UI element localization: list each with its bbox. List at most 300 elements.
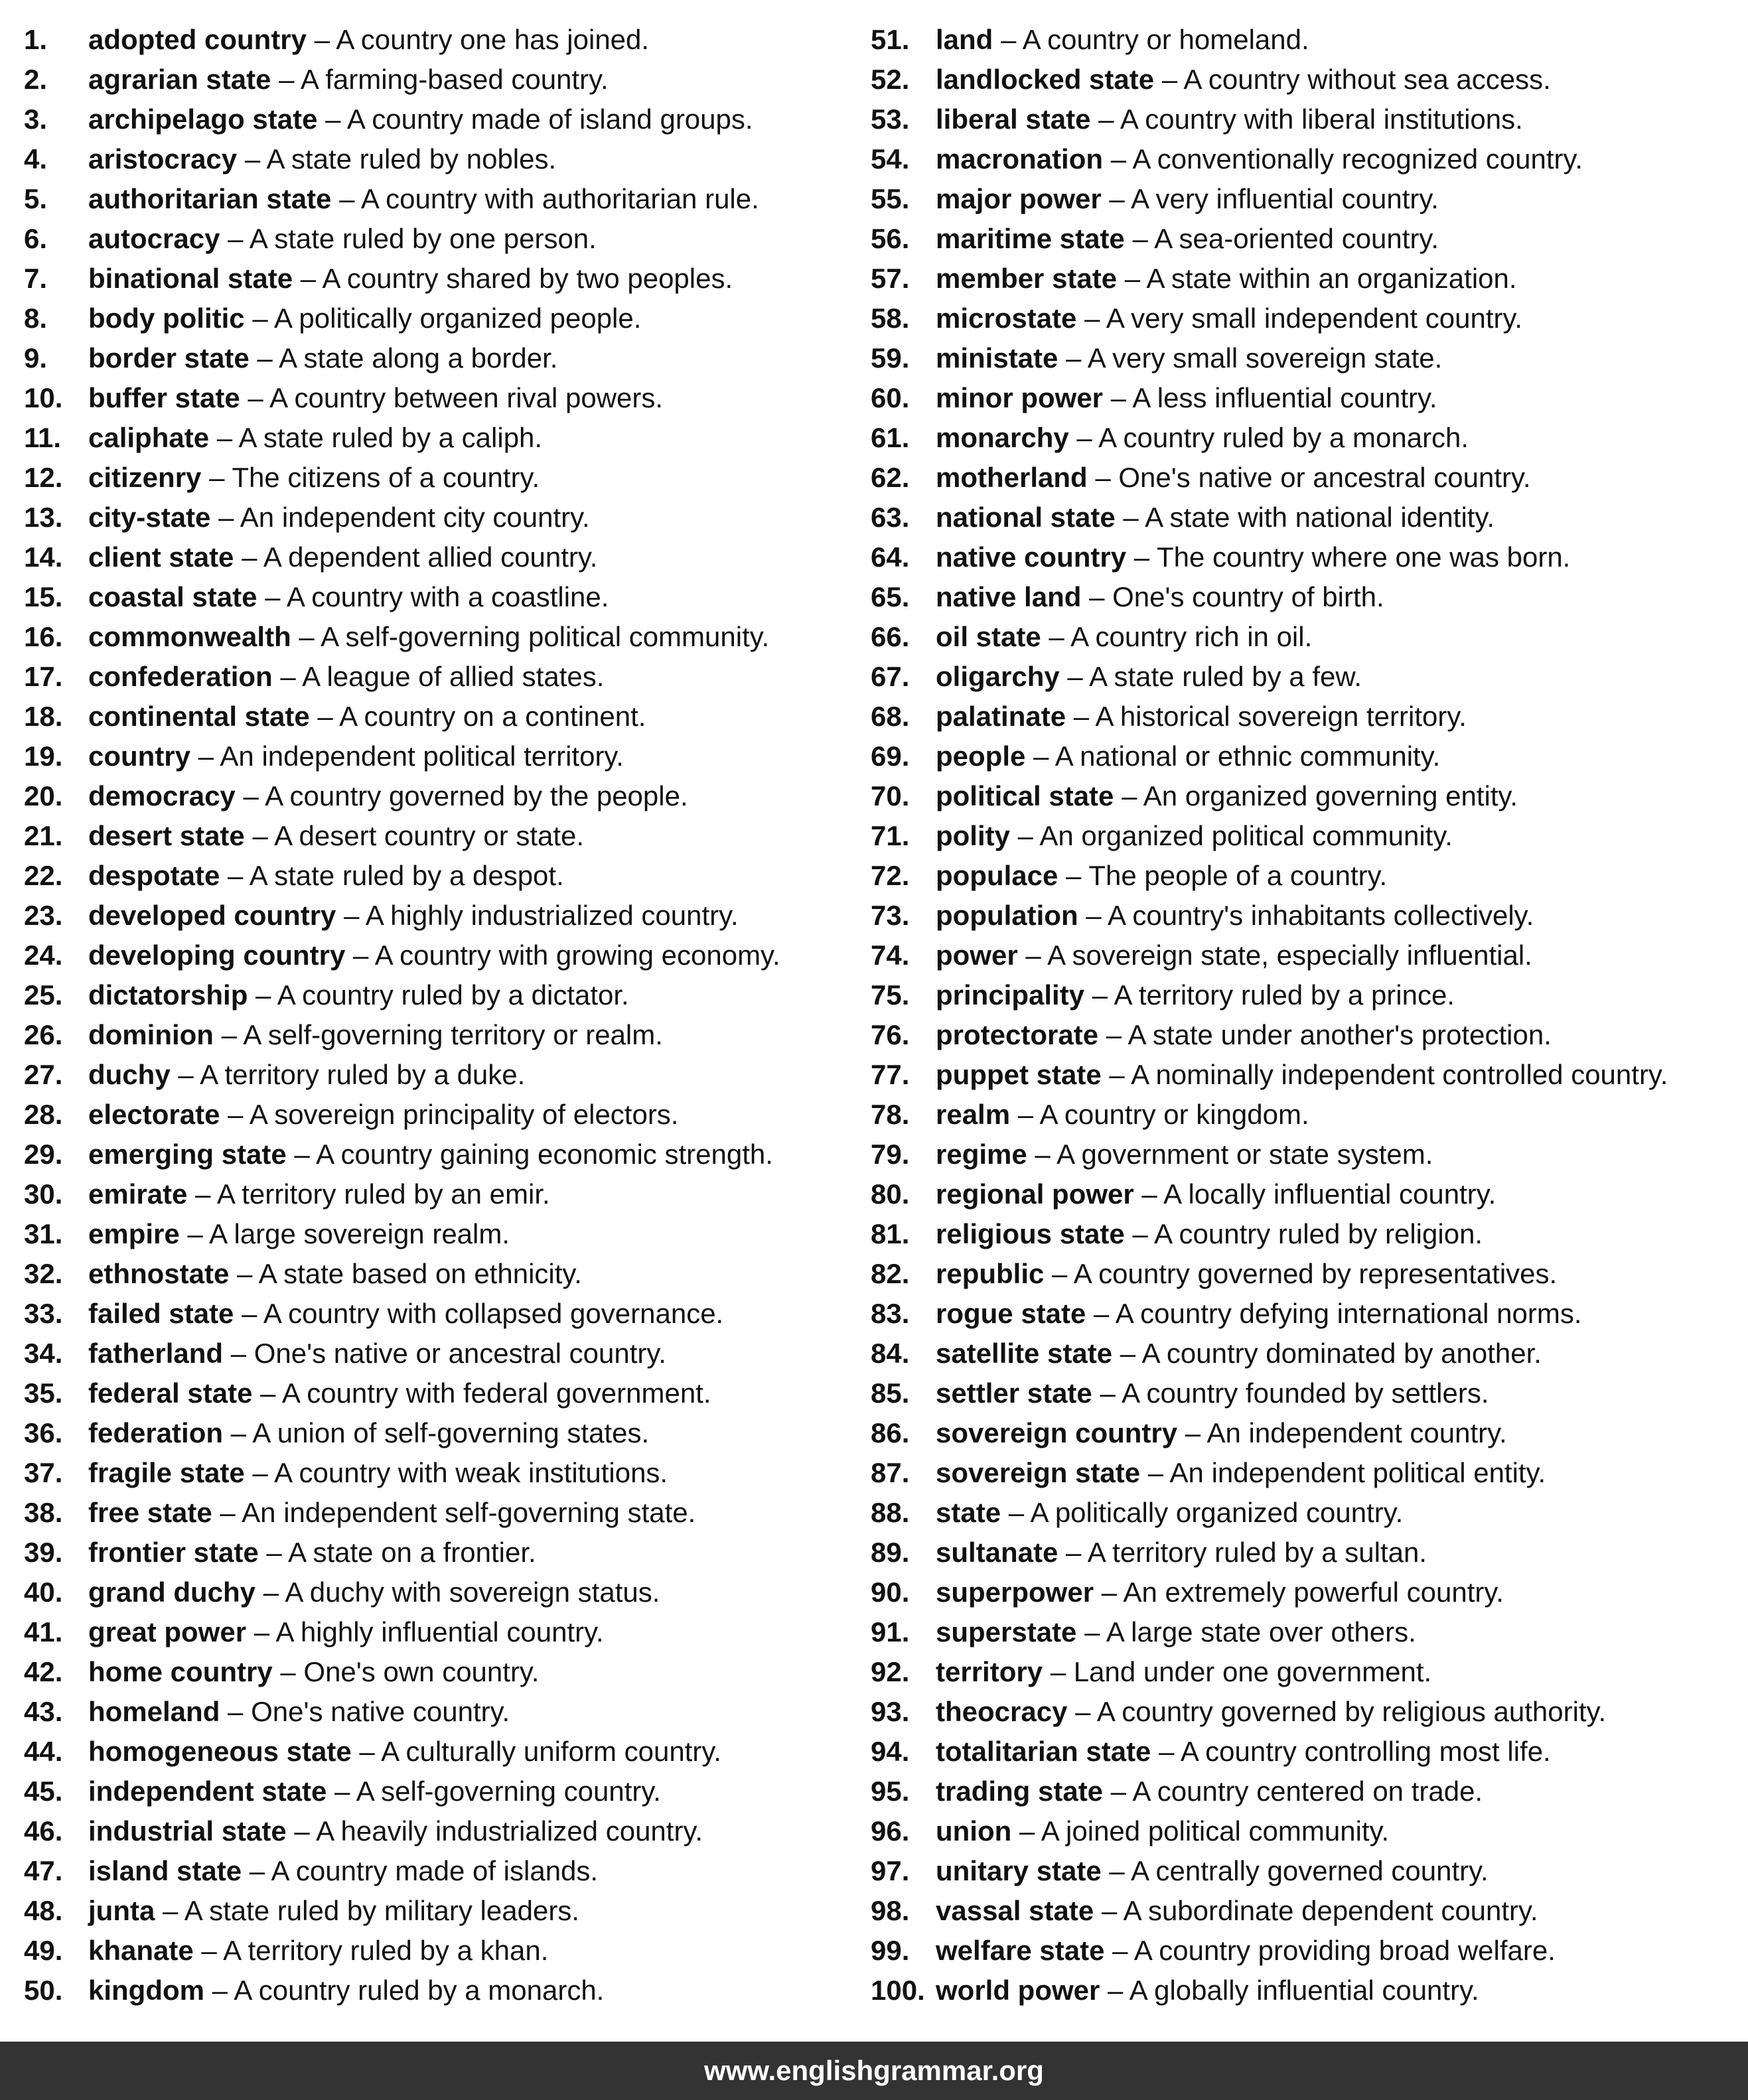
list-item <box>24 896 887 936</box>
item-number: 95. <box>871 1776 910 1807</box>
list-item <box>871 577 1733 617</box>
item-separator: – <box>1094 1895 1124 1926</box>
item-definition: The people of a country. <box>1088 860 1388 891</box>
item-term: junta <box>88 1895 155 1926</box>
list-item <box>871 179 1733 219</box>
item-definition: A state on a frontier. <box>288 1537 536 1568</box>
list-item <box>871 896 1733 936</box>
item-number: 74. <box>871 940 910 971</box>
item-definition: A politically organized people. <box>274 303 642 334</box>
item-term: federal state <box>88 1377 253 1409</box>
item-number: 51. <box>871 24 910 55</box>
item-separator: – <box>1067 1696 1097 1727</box>
item-number: 86. <box>871 1417 910 1448</box>
item-term: sovereign country <box>936 1417 1178 1448</box>
list-item <box>24 975 887 1015</box>
item-separator: – <box>317 104 347 135</box>
item-text <box>936 1413 1507 1453</box>
item-text <box>88 179 759 219</box>
list-item <box>871 1453 1733 1493</box>
item-separator: – <box>307 24 336 55</box>
item-separator: – <box>187 1178 217 1210</box>
item-definition: A sea-oriented country. <box>1154 223 1439 254</box>
item-separator: – <box>179 1218 210 1249</box>
item-separator: – <box>1084 979 1114 1011</box>
list-item <box>871 1891 1733 1931</box>
item-term: emirate <box>88 1178 188 1210</box>
item-text <box>88 60 609 100</box>
item-separator: – <box>220 1696 252 1727</box>
item-definition: A country founded by settlers. <box>1122 1377 1489 1409</box>
item-text <box>88 1612 604 1652</box>
item-separator: – <box>1076 303 1106 334</box>
item-number: 52. <box>871 64 910 95</box>
item-definition: A country ruled by religion. <box>1154 1218 1483 1249</box>
item-definition: A culturally uniform country. <box>381 1736 721 1767</box>
item-term: native country <box>936 541 1127 573</box>
item-separator: – <box>1086 1298 1116 1329</box>
item-separator: – <box>235 780 265 811</box>
item-number: 5. <box>24 183 48 214</box>
item-separator: – <box>223 1417 253 1448</box>
item-separator: – <box>1126 541 1157 573</box>
item-term: world power <box>936 1975 1100 2006</box>
item-separator: – <box>286 1815 317 1847</box>
item-definition: A state ruled by military leaders. <box>184 1895 579 1926</box>
item-separator: – <box>1041 621 1071 652</box>
item-number: 30. <box>24 1178 63 1210</box>
item-number: 88. <box>871 1497 910 1528</box>
item-definition: A very small independent country. <box>1106 303 1523 334</box>
list-item <box>24 259 887 299</box>
item-term: territory <box>936 1656 1043 1687</box>
item-term: populace <box>936 860 1058 891</box>
item-separator: – <box>1059 661 1090 692</box>
item-term: native land <box>936 581 1082 612</box>
item-text <box>88 816 584 856</box>
item-number: 80. <box>871 1178 910 1210</box>
item-definition: A sovereign principality of electors. <box>249 1099 679 1130</box>
item-text <box>936 936 1532 975</box>
list-item <box>871 100 1733 139</box>
item-separator: – <box>1101 183 1131 214</box>
item-number: 82. <box>871 1258 910 1289</box>
item-number: 63. <box>871 502 910 533</box>
item-term: commonwealth <box>88 621 291 652</box>
item-number: 66. <box>871 621 910 652</box>
item-term: frontier state <box>88 1537 259 1568</box>
item-number: 71. <box>871 820 910 851</box>
list-item <box>24 20 887 60</box>
list-item <box>24 1811 887 1851</box>
list-item <box>24 1971 887 2010</box>
item-separator: – <box>249 342 279 374</box>
item-term: oligarchy <box>936 661 1060 692</box>
item-definition: A large sovereign realm. <box>209 1218 510 1249</box>
list-item <box>871 1573 1733 1612</box>
item-definition: An organized political community. <box>1039 820 1453 851</box>
item-separator: – <box>1043 1656 1074 1687</box>
item-separator: – <box>1140 1457 1170 1488</box>
list-item <box>871 657 1733 697</box>
list-item <box>871 259 1733 299</box>
item-definition: An independent political territory. <box>220 740 624 772</box>
item-number: 55. <box>871 183 910 214</box>
item-separator: – <box>345 940 375 971</box>
item-term: member state <box>936 263 1118 294</box>
item-number: 100. <box>871 1975 925 2006</box>
list-item <box>871 1851 1733 1891</box>
item-term: political state <box>936 780 1114 811</box>
item-term: dominion <box>88 1019 214 1050</box>
item-term: theocracy <box>936 1696 1068 1727</box>
list-item <box>871 139 1733 179</box>
list-item <box>24 338 887 378</box>
list-item <box>871 617 1733 657</box>
item-separator: – <box>210 502 240 533</box>
item-definition: An independent self-governing state. <box>242 1497 696 1528</box>
item-definition: A country shared by two peoples. <box>322 263 733 294</box>
item-number: 9. <box>24 342 48 374</box>
item-text <box>88 537 597 577</box>
item-number: 94. <box>871 1736 910 1767</box>
item-separator: – <box>244 1457 275 1488</box>
list-item <box>24 936 887 975</box>
list-item <box>871 498 1733 537</box>
list-item <box>24 458 887 498</box>
item-text <box>88 418 542 458</box>
item-term: electorate <box>88 1099 220 1130</box>
item-definition: A state ruled by a despot. <box>249 860 564 891</box>
item-separator: – <box>240 382 270 413</box>
list-item <box>24 1692 887 1732</box>
list-item <box>871 1811 1733 1851</box>
item-number: 19. <box>24 740 63 772</box>
list-item <box>24 1772 887 1811</box>
item-separator: – <box>1001 1497 1031 1528</box>
item-definition: A joined political community. <box>1041 1815 1390 1847</box>
list-item <box>871 1772 1733 1811</box>
item-separator: – <box>1101 1855 1131 1886</box>
item-text <box>936 20 1309 60</box>
list-item <box>871 1413 1733 1453</box>
item-term: dictatorship <box>88 979 248 1011</box>
item-text <box>88 20 649 60</box>
item-number: 39. <box>24 1537 63 1568</box>
right-column <box>871 20 1733 2010</box>
item-definition: The citizens of a country. <box>232 462 540 493</box>
item-number: 85. <box>871 1377 910 1409</box>
list-item <box>871 1373 1733 1413</box>
list-item <box>871 1493 1733 1533</box>
item-text <box>936 1533 1427 1573</box>
item-text <box>88 1891 579 1931</box>
item-separator: – <box>1117 263 1147 294</box>
item-definition: A self-governing country. <box>356 1776 661 1807</box>
list-item <box>24 60 887 100</box>
item-number: 68. <box>871 701 910 732</box>
item-number: 7. <box>24 263 48 294</box>
item-separator: – <box>1010 1099 1040 1130</box>
list-item <box>24 1533 887 1573</box>
item-term: independent state <box>88 1776 327 1807</box>
item-text <box>936 1811 1389 1851</box>
list-item <box>24 697 887 736</box>
item-separator: – <box>258 1537 289 1568</box>
item-definition: A less influential country. <box>1132 382 1437 413</box>
item-term: border state <box>88 342 250 374</box>
item-text <box>88 1772 661 1811</box>
item-text <box>936 1334 1542 1373</box>
item-definition: A country without sea access. <box>1183 64 1551 95</box>
item-definition: A very influential country. <box>1131 183 1439 214</box>
item-number: 2. <box>24 64 48 95</box>
item-term: federation <box>88 1417 224 1448</box>
item-term: developing country <box>88 940 346 971</box>
item-separator: – <box>155 1895 184 1926</box>
item-number: 62. <box>871 462 910 493</box>
item-number: 6. <box>24 223 48 254</box>
item-text <box>88 1214 510 1254</box>
item-term: puppet state <box>936 1059 1102 1090</box>
item-number: 98. <box>871 1895 910 1926</box>
item-definition: A state with national identity. <box>1145 502 1494 533</box>
item-number: 45. <box>24 1776 63 1807</box>
item-definition: A territory ruled by a khan. <box>223 1935 549 1966</box>
list-item <box>871 1692 1733 1732</box>
item-text <box>936 1453 1546 1493</box>
item-number: 3. <box>24 104 48 135</box>
item-text <box>88 936 780 975</box>
item-text <box>88 100 753 139</box>
item-separator: – <box>1076 1616 1106 1647</box>
item-number: 14. <box>24 541 63 573</box>
item-definition: An organized governing entity. <box>1143 780 1518 811</box>
item-separator: – <box>244 303 275 334</box>
item-number: 49. <box>24 1935 63 1966</box>
item-separator: – <box>1094 1576 1124 1608</box>
item-number: 56. <box>871 223 910 254</box>
item-term: polity <box>936 820 1010 851</box>
item-definition: A large state over others. <box>1106 1616 1416 1647</box>
item-text <box>88 1015 663 1055</box>
item-text <box>88 1652 539 1692</box>
item-term: ministate <box>936 342 1058 374</box>
item-term: sovereign state <box>936 1457 1141 1488</box>
list-item <box>871 338 1733 378</box>
item-separator: – <box>213 1019 244 1050</box>
item-text <box>88 1453 668 1493</box>
item-number: 70. <box>871 780 910 811</box>
item-definition: A country with federal government. <box>281 1377 711 1409</box>
item-text <box>88 577 609 617</box>
item-text <box>936 1214 1483 1254</box>
item-text <box>88 856 564 896</box>
list-item <box>24 1453 887 1493</box>
item-definition: A country's inhabitants collectively. <box>1108 900 1534 931</box>
item-definition: A country made of island groups. <box>346 104 753 135</box>
item-number: 90. <box>871 1576 910 1608</box>
item-term: desert state <box>88 820 245 851</box>
item-separator: – <box>257 581 287 612</box>
item-number: 43. <box>24 1696 63 1727</box>
item-number: 67. <box>871 661 910 692</box>
item-separator: – <box>331 183 361 214</box>
item-definition: A centrally governed country. <box>1131 1855 1489 1886</box>
item-definition: A state ruled by one person. <box>249 223 597 254</box>
item-number: 35. <box>24 1377 63 1409</box>
list-item <box>871 936 1733 975</box>
item-definition: A desert country or state. <box>274 820 585 851</box>
item-number: 84. <box>871 1338 910 1369</box>
item-text <box>936 219 1439 259</box>
list-item <box>871 1732 1733 1772</box>
list-item <box>24 1493 887 1533</box>
list-item <box>24 179 887 219</box>
item-number: 10. <box>24 382 63 413</box>
item-term: coastal state <box>88 581 257 612</box>
item-number: 41. <box>24 1616 63 1647</box>
list-item <box>24 776 887 816</box>
item-separator: – <box>1087 462 1119 493</box>
item-number: 78. <box>871 1099 910 1130</box>
list-item <box>871 816 1733 856</box>
item-separator: – <box>309 701 340 732</box>
item-definition: A duchy with sovereign status. <box>285 1576 660 1608</box>
item-text <box>88 1533 536 1573</box>
item-text <box>936 458 1531 498</box>
item-definition: A conventionally recognized country. <box>1132 143 1583 175</box>
item-separator: – <box>255 1576 285 1608</box>
item-text <box>88 458 540 498</box>
item-definition: A country one has joined. <box>336 24 650 55</box>
item-term: fragile state <box>88 1457 245 1488</box>
item-number: 42. <box>24 1656 63 1687</box>
item-separator: – <box>1115 502 1145 533</box>
item-number: 69. <box>871 740 910 772</box>
item-text <box>936 577 1384 617</box>
item-number: 34. <box>24 1338 63 1369</box>
item-number: 13. <box>24 502 63 533</box>
item-definition: A historical sovereign territory. <box>1095 701 1467 732</box>
item-text <box>936 1851 1489 1891</box>
item-number: 40. <box>24 1576 63 1608</box>
item-separator: – <box>1151 1736 1181 1767</box>
item-text <box>936 378 1437 418</box>
item-term: agrarian state <box>88 64 271 95</box>
item-definition: A globally influential country. <box>1129 1975 1479 2006</box>
item-number: 20. <box>24 780 63 811</box>
item-term: liberal state <box>936 104 1091 135</box>
item-text <box>936 1294 1582 1334</box>
item-text <box>936 1135 1433 1174</box>
item-definition: A country ruled by a monarch. <box>234 1975 605 2006</box>
item-text <box>88 1573 660 1612</box>
item-term: principality <box>936 979 1085 1011</box>
item-text <box>936 1612 1416 1652</box>
list-item <box>24 1055 887 1095</box>
item-number: 27. <box>24 1059 63 1090</box>
item-text <box>936 975 1455 1015</box>
item-text <box>936 1254 1557 1294</box>
item-separator: – <box>204 1975 234 2006</box>
item-definition: One's country of birth. <box>1112 581 1384 612</box>
list-item <box>871 458 1733 498</box>
item-text <box>936 498 1494 537</box>
item-term: failed state <box>88 1298 234 1329</box>
item-number: 99. <box>871 1935 910 1966</box>
item-definition: A state under another's protection. <box>1128 1019 1552 1050</box>
item-number: 89. <box>871 1537 910 1568</box>
item-text <box>936 697 1467 736</box>
item-definition: A state ruled by a caliph. <box>238 422 543 453</box>
item-number: 58. <box>871 303 910 334</box>
item-definition: A country defying international norms. <box>1115 1298 1582 1329</box>
item-text <box>936 1772 1483 1811</box>
list-item <box>24 1294 887 1334</box>
item-number: 97. <box>871 1855 910 1886</box>
list-item <box>24 1573 887 1612</box>
list-item <box>871 537 1733 577</box>
item-definition: A country with collapsed governance. <box>263 1298 724 1329</box>
item-text <box>936 1692 1606 1732</box>
item-definition: An independent political entity. <box>1169 1457 1546 1488</box>
list-item <box>871 697 1733 736</box>
item-separator: – <box>246 1616 276 1647</box>
item-definition: Land under one government. <box>1073 1656 1432 1687</box>
item-term: oil state <box>936 621 1041 652</box>
item-separator: – <box>193 1935 224 1966</box>
item-separator: – <box>242 1855 271 1886</box>
item-definition: A state within an organization. <box>1146 263 1517 294</box>
item-definition: A league of allied states. <box>302 661 605 692</box>
item-number: 21. <box>24 820 63 851</box>
item-definition: A country dominated by another. <box>1141 1338 1542 1369</box>
item-separator: – <box>1103 382 1133 413</box>
list-item <box>24 1612 887 1652</box>
item-text <box>936 1931 1556 1971</box>
item-term: motherland <box>936 462 1088 493</box>
item-definition: A country with liberal institutions. <box>1120 104 1523 135</box>
item-separator: – <box>993 24 1023 55</box>
item-number: 33. <box>24 1298 63 1329</box>
item-separator: – <box>1101 1059 1131 1090</box>
list-item <box>24 1851 887 1891</box>
item-definition: A subordinate dependent country. <box>1123 1895 1538 1926</box>
item-term: major power <box>936 183 1102 214</box>
item-separator: – <box>1104 1935 1134 1966</box>
item-definition: A country on a continent. <box>339 701 646 732</box>
item-number: 11. <box>24 422 62 453</box>
item-definition: A union of self-governing states. <box>252 1417 650 1448</box>
list-item <box>24 139 887 179</box>
item-definition: An independent city country. <box>240 502 590 533</box>
list-item <box>24 1413 887 1453</box>
item-definition: A politically organized country. <box>1030 1497 1404 1528</box>
list-item <box>24 1135 887 1174</box>
item-definition: A country governed by the people. <box>265 780 688 811</box>
list-item <box>24 1334 887 1373</box>
list-item <box>871 1135 1733 1174</box>
item-definition: A country with growing economy. <box>374 940 780 971</box>
item-definition: A country or homeland. <box>1022 24 1309 55</box>
item-definition: One's own country. <box>303 1656 540 1687</box>
item-term: body politic <box>88 303 245 334</box>
item-number: 18. <box>24 701 63 732</box>
item-number: 57. <box>871 263 910 294</box>
item-text <box>936 1971 1479 2010</box>
left-column <box>24 20 887 2010</box>
